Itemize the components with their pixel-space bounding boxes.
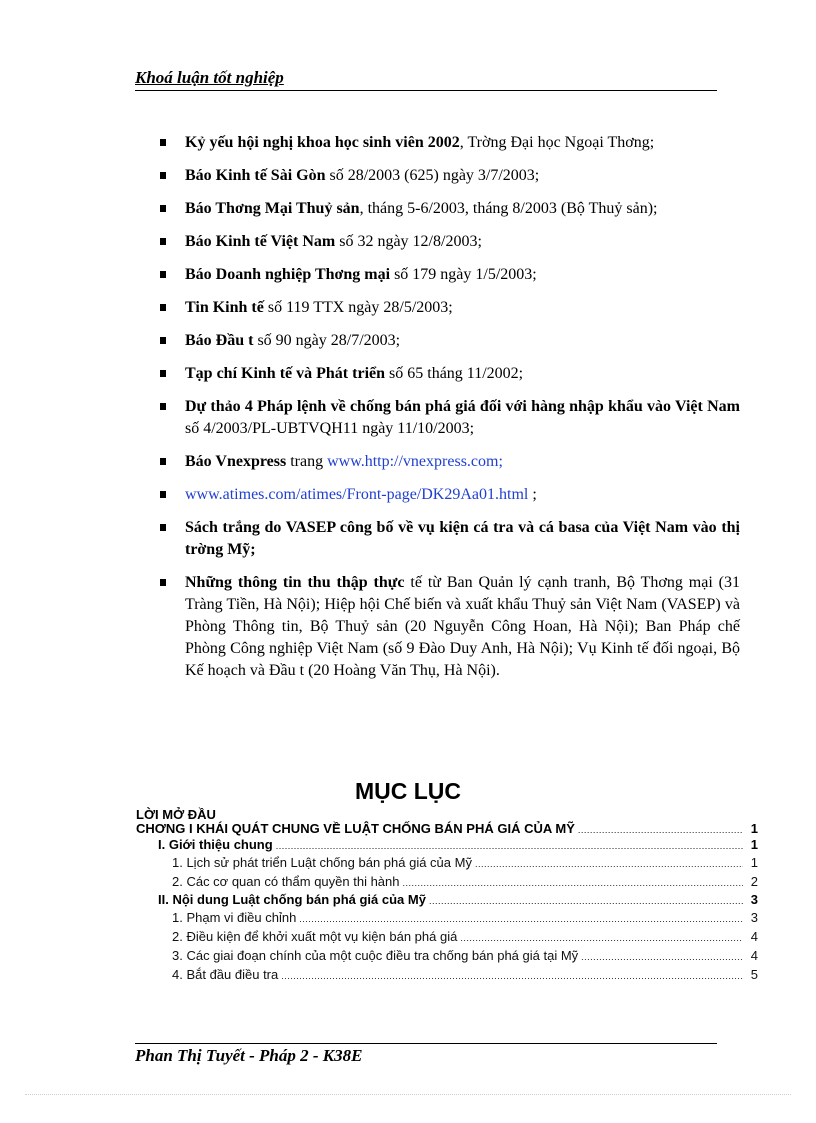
toc-label: 1. Lịch sử phát triển Luật chống bán phá giá của Mỹ	[172, 855, 472, 870]
reference-source: Sách trắng do VASEP công bố về vụ kiện cá tra và cá basa của Việt Nam vào thị trờng Mỹ;	[185, 519, 740, 558]
reference-item	[156, 330, 740, 352]
reference-source: Báo Kinh tế Sài Gòn	[185, 167, 326, 184]
toc-page: 5	[750, 967, 758, 982]
toc-leader	[299, 908, 743, 929]
reference-item	[156, 484, 740, 506]
reference-detail: trang	[286, 453, 328, 470]
reference-source: Tạp chí Kinh tế và Phát triển	[185, 365, 386, 382]
reference-item	[156, 165, 740, 187]
toc-subsection[interactable]	[136, 946, 758, 965]
toc-label: 2. Các cơ quan có thẩm quyền thi hành	[172, 874, 400, 889]
reference-item	[156, 264, 740, 286]
table-of-contents	[136, 808, 758, 984]
bullet-icon	[160, 139, 166, 146]
reference-list	[156, 132, 740, 693]
reference-source: Dự thảo 4 Pháp lệnh về chống bán phá giá đối với hàng nhập khẩu vào Việt Nam	[185, 398, 740, 415]
toc-preface[interactable]	[136, 808, 758, 822]
toc-label: 1. Phạm vi điều chỉnh	[172, 910, 297, 925]
reference-detail: , Trờng Đại học Ngoại Thơng;	[459, 134, 655, 151]
reference-link[interactable]: www.atimes.com/atimes/Front-page/DK29Aa01.html	[185, 486, 529, 503]
reference-source: Báo Kinh tế Việt Nam	[185, 233, 336, 250]
toc-subsection[interactable]	[136, 927, 758, 946]
reference-detail: số 4/2003/PL-UBTVQH11 ngày 11/10/2003;	[185, 420, 475, 437]
toc-leader	[460, 927, 743, 948]
toc-label: II. Nội dung Luật chống bán phá giá của Mỹ	[158, 892, 426, 907]
reference-item	[156, 363, 740, 385]
reference-detail: số 32 ngày 12/8/2003;	[335, 233, 482, 250]
reference-source: Báo Doanh nghiệp Thơng mại	[185, 266, 391, 283]
toc-label: 2. Điều kiện để khởi xuất một vụ kiện bán phá giá	[172, 929, 458, 944]
toc-leader	[581, 946, 743, 967]
reference-detail: , tháng 5-6/2003, tháng 8/2003 (Bộ Thuỷ sản);	[359, 200, 658, 217]
bullet-icon	[160, 172, 166, 179]
reference-source: Tin Kinh tế	[185, 299, 264, 316]
page-footer: Phan Thị Tuyết - Pháp 2 - K38E	[135, 1046, 363, 1065]
toc-label: CHƠNG I KHÁI QUÁT CHUNG VỀ LUẬT CHỐNG BÁN PHÁ GIÁ CỦA MỸ	[136, 821, 575, 836]
toc-page: 1	[750, 821, 758, 836]
reference-item	[156, 396, 740, 440]
page-separator	[25, 1094, 791, 1095]
bullet-icon	[160, 271, 166, 278]
toc-subsection[interactable]	[136, 965, 758, 984]
footer-rule	[135, 1043, 717, 1044]
reference-detail: số 90 ngày 28/7/2003;	[253, 332, 401, 349]
toc-label: 3. Các giai đoạn chính của một cuộc điều tra chống bán phá giá tại Mỹ	[172, 948, 579, 963]
reference-source: Kỷ yếu hội nghị khoa học sinh viên 2002	[185, 134, 460, 151]
bullet-icon	[160, 491, 166, 498]
toc-subsection[interactable]	[136, 872, 758, 891]
reference-source: Những thông tin thu thập thực	[185, 574, 405, 591]
reference-source: Báo Đầu t	[185, 332, 254, 349]
toc-page: 3	[750, 892, 758, 907]
reference-item	[156, 198, 740, 220]
toc-page: 2	[750, 874, 758, 889]
reference-detail: số 65 tháng 11/2002;	[385, 365, 524, 382]
toc-leader	[578, 822, 743, 837]
reference-item	[156, 517, 740, 561]
toc-subsection[interactable]	[136, 853, 758, 872]
toc-page: 1	[750, 837, 758, 852]
reference-detail: số 179 ngày 1/5/2003;	[390, 266, 537, 283]
bullet-icon	[160, 370, 166, 377]
toc-leader	[403, 872, 744, 893]
reference-item	[156, 297, 740, 319]
toc-section[interactable]	[136, 891, 758, 908]
bullet-icon	[160, 304, 166, 311]
toc-label: LỜI MỞ ĐẦU	[136, 807, 216, 822]
reference-item	[156, 132, 740, 154]
reference-item	[156, 451, 740, 473]
toc-label: 4. Bắt đầu điều tra	[172, 967, 279, 982]
reference-link[interactable]: www.http://vnexpress.com;	[327, 453, 503, 470]
reference-source: Báo Vnexpress	[185, 453, 287, 470]
bullet-icon	[160, 205, 166, 212]
bullet-icon	[160, 524, 166, 531]
reference-detail: số 119 TTX ngày 28/5/2003;	[263, 299, 453, 316]
reference-detail: tế từ Ban Quản lý cạnh tranh, Bộ Thơng mại (31 Tràng Tiền, Hà Nội); Hiệp hội Chế biến và xuất khẩu Thuỷ sản Việt Nam (VASEP) và Phòng Thông tin, Bộ Thuỷ sản (20 Nguyễn Công Hoan, Hà Nội); Ban Pháp chế Phòng Công nghiệp Việt Nam (số 9 Đào Duy Anh, Hà Nội); Vụ Kinh tế đối ngoại, Bộ Kế hoạch và Đầu t (20 Hoàng Văn Thụ, Hà Nội).	[185, 574, 740, 679]
toc-leader	[281, 965, 743, 986]
bullet-icon	[160, 403, 166, 410]
bullet-icon	[160, 458, 166, 465]
reference-detail: ;	[528, 486, 537, 503]
toc-leader	[475, 853, 743, 874]
toc-page: 3	[750, 910, 758, 925]
toc-label: I. Giới thiệu chung	[158, 837, 273, 852]
page-header	[135, 66, 717, 91]
bullet-icon	[160, 238, 166, 245]
toc-page: 1	[750, 855, 758, 870]
reference-detail: số 28/2003 (625) ngày 3/7/2003;	[325, 167, 540, 184]
reference-source: Báo Thơng Mại Thuỷ sản	[185, 200, 360, 217]
reference-item	[156, 572, 740, 682]
toc-subsection[interactable]	[136, 908, 758, 927]
toc-page: 4	[750, 948, 758, 963]
toc-page: 4	[750, 929, 758, 944]
header-title: Khoá luận tốt nghiệp	[135, 68, 284, 87]
bullet-icon	[160, 579, 166, 586]
bullet-icon	[160, 337, 166, 344]
toc-section[interactable]	[136, 836, 758, 853]
toc-chapter[interactable]	[136, 822, 758, 836]
toc-title: MỤC LỤC	[354, 778, 462, 804]
reference-item	[156, 231, 740, 253]
